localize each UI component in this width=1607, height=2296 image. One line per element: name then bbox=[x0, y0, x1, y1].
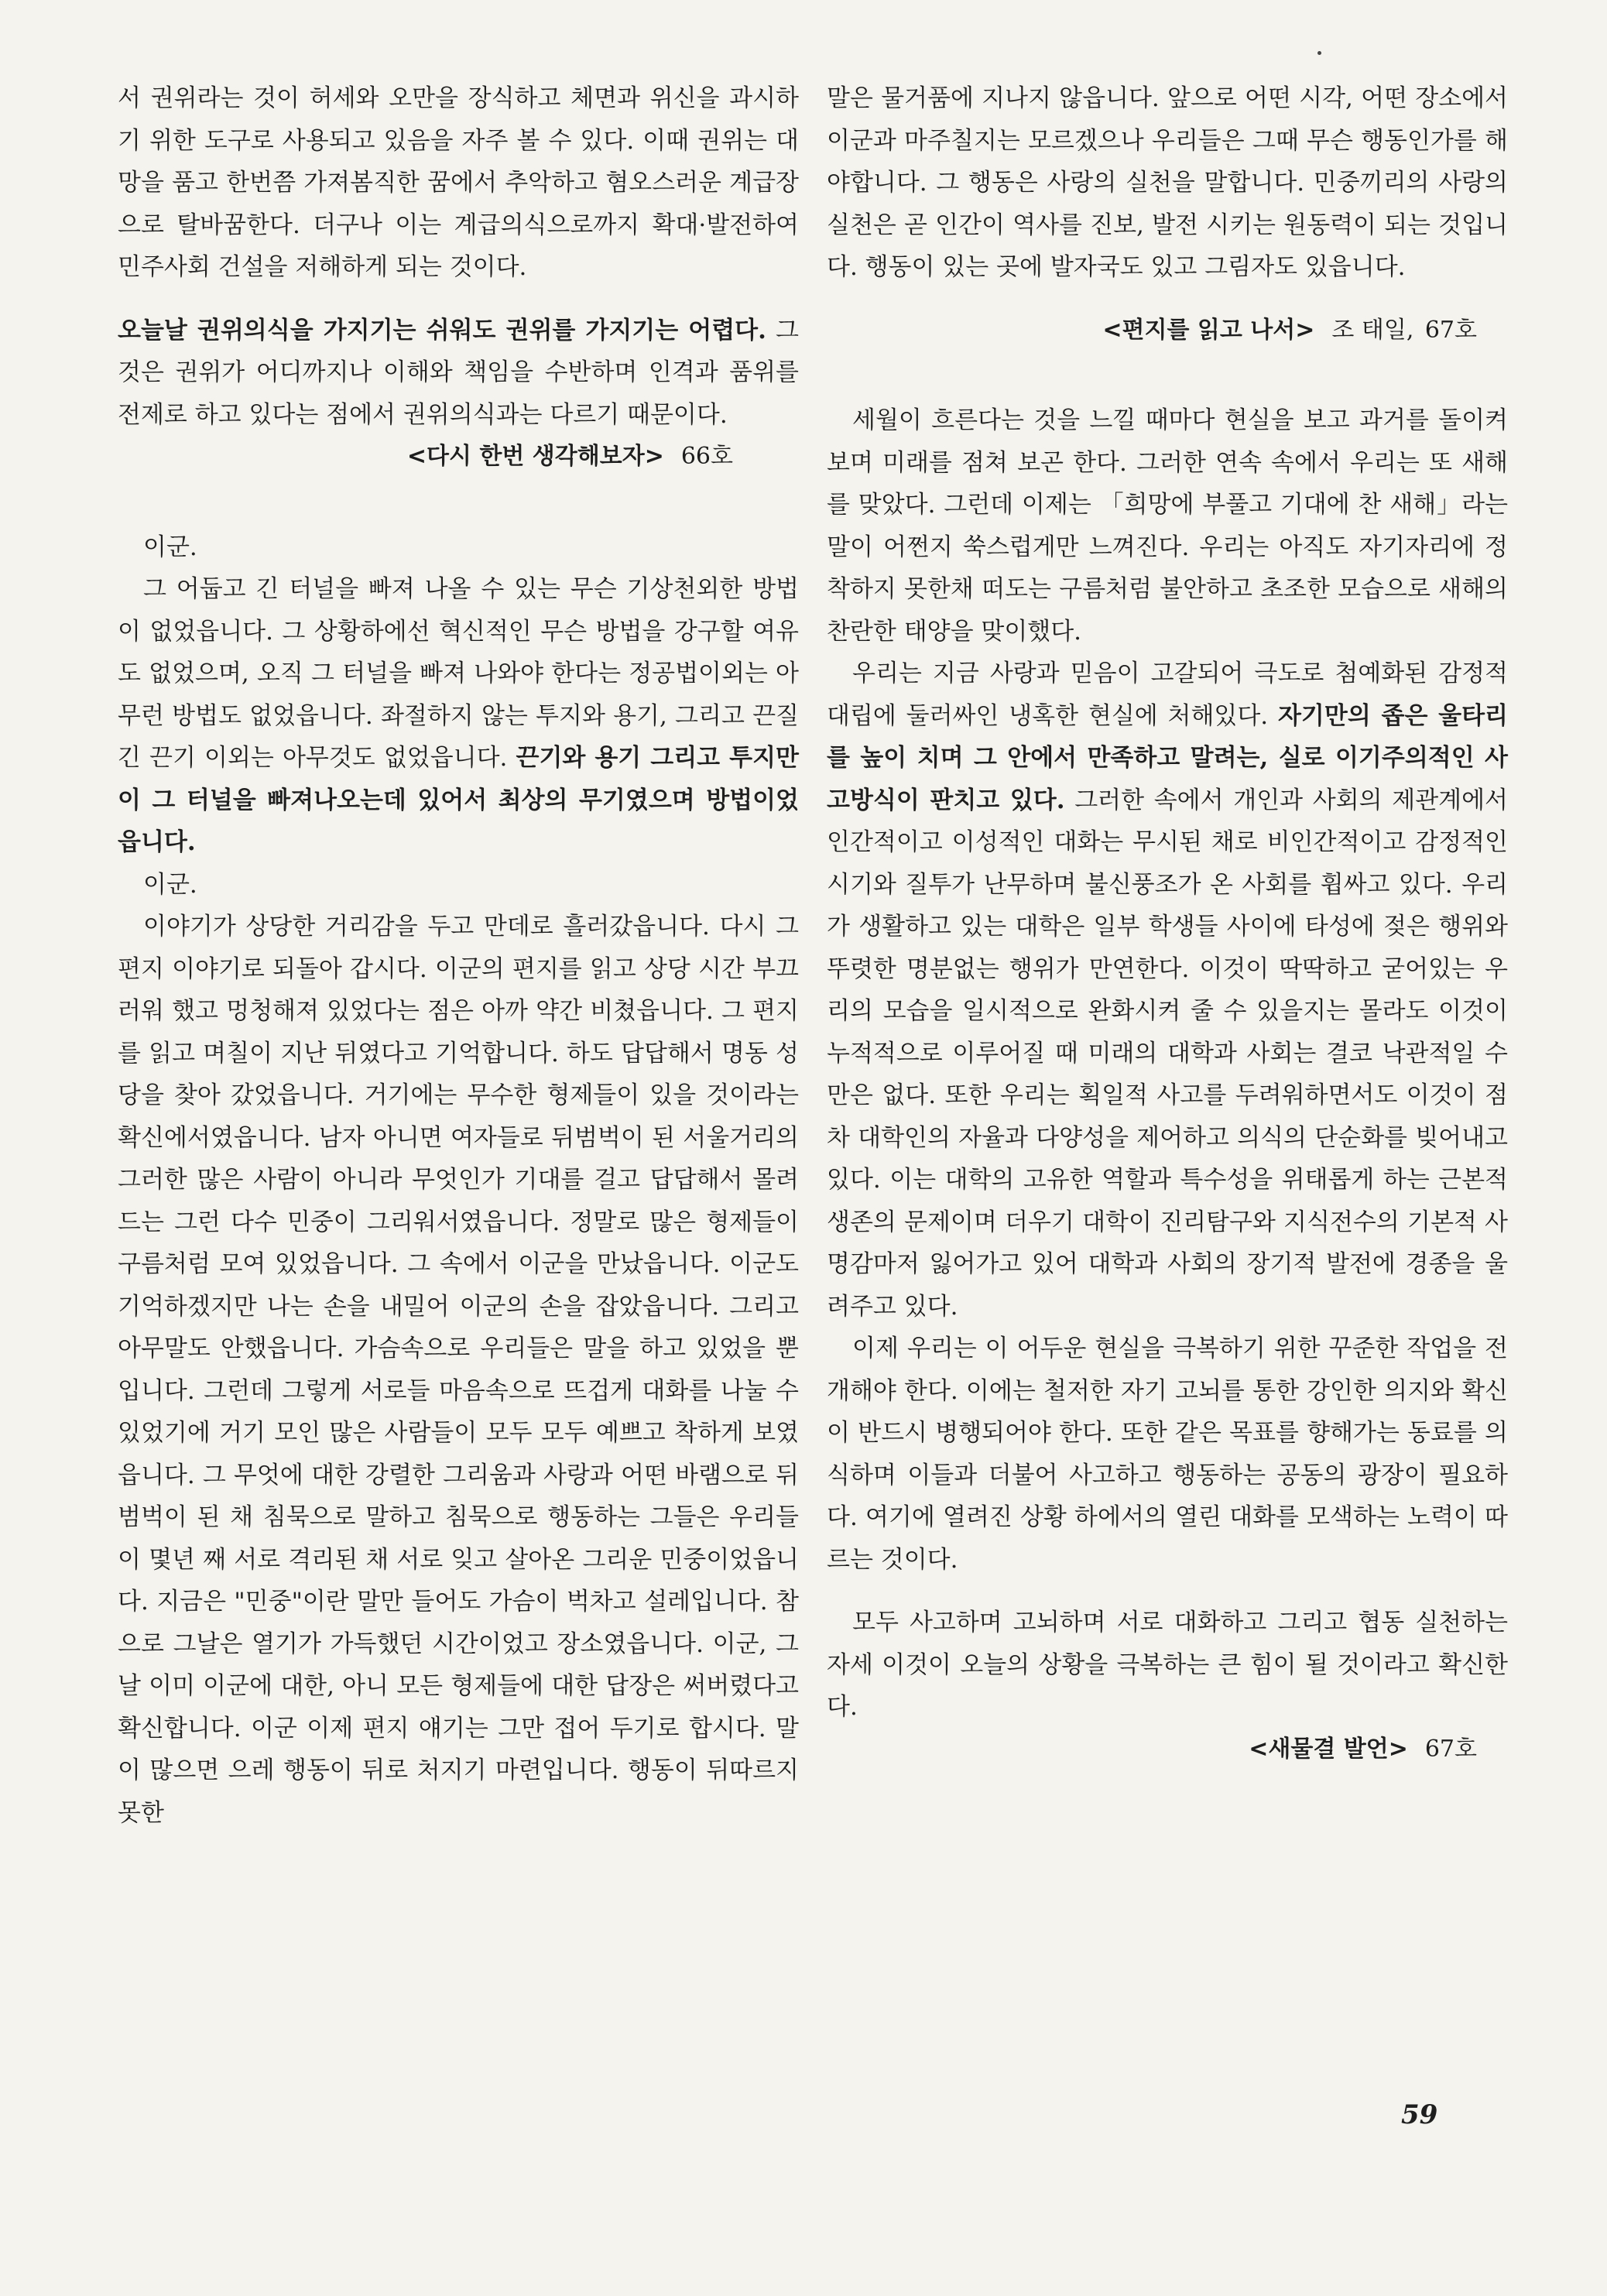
print-speck bbox=[1317, 51, 1321, 55]
paragraph: 이제 우리는 이 어두운 현실을 극복하기 위한 꾸준한 작업을 전개해야 한다. 이에는 철저한 자기 고뇌를 통한 강인한 의지와 확신이 반드시 병행되어야 한다. 또한 같은 목표를 향해가는 동료를 의식하며 이들과 더불어 사고하고 행동하는 공동의 광장이 필요하다. 여기에 열려진 상황 하에서의 열린 대화를 모색하는 노력이 따르는 것이다. bbox=[827, 1335, 1508, 1574]
text: 우리는 지금 사랑과 믿음이 고갈되어 극도로 첨예화된 감정적 대립에 둘러싸인 냉혹한 현실에 처해있다. bbox=[827, 660, 1508, 730]
bold-text: 자기만의 좁은 울타리를 높이 치며 그 안에서 만족하고 말려는, 실로 이기주의적인 사고방식이 판치고 있다. bbox=[827, 701, 1508, 814]
paragraph: 이야기가 상당한 거리감을 두고 만데로 흘러갔읍니다. 다시 그 편지 이야기로 되돌아 갑시다. 이군의 편지를 읽고 상당 시간 부끄러워 했고 멍청해져 있었다는 점은 아까 약간 비쳤읍니다. 그 편지를 읽고 며칠이 지난 뒤였다고 기억합니다. 하도 답답해서 명동 성당을 찾아 갔었읍니다. 거기에는 무수한 형제들이 있을 것이라는 확신에서였읍니다. 남자 아니면 여자들로 뒤범벅이 된 서울거리의 그러한 많은 사람이 아니라 무엇인가 기대를 걸고 답답해서 몰려드는 그런 다수 민중이 그리워서였읍니다. 정말로 많은 형제들이 구름처럼 모여 있었읍니다. 그 속에서 이군을 만났읍니다. 이군도 기억하겠지만 나는 손을 내밀어 이군의 손을 잡았읍니다. 그리고 아무말도 안했읍니다. 가슴속으로 우리들은 말을 하고 있었을 뿐입니다. 그런데 그렇게 서로들 마음속으로 뜨겁게 대화를 나눌 수 있었기에 거기 모인 많은 사람들이 모두 모두 예쁘고 착하게 보였읍니다. 그 무엇에 대한 강렬한 그리움과 사랑과 어떤 바램으로 뒤범벅이 된 채 침묵으로 말하고 침묵으로 행동하는 그들은 우리들이 몇년 째 서로 격리된 채 서로 잊고 살아온 그리운 민중이었읍니다. 지금은 "민중"이란 말만 들어도 가슴이 벅차고 설레입니다. 참으로 그날은 열기가 가득했던 시간이었고 장소였읍니다. 이군, 그날 이미 이군에 대한, 아니 모든 형제들에 대한 답장은 써버렸다고 확신합니다. 이군 이제 편지 얘기는 그만 접어 두기로 합시다. 말이 많으면 으레 행동이 뒤로 처지기 마련입니다. 행동이 뒤따르지 못한 bbox=[118, 913, 799, 1827]
source-title: <다시 한번 생각해보자> bbox=[406, 443, 664, 470]
paragraph bbox=[827, 653, 1508, 1328]
source-citation bbox=[118, 436, 799, 478]
bold-text: 오늘날 권위의식을 가지기는 쉬워도 권위를 가지기는 어렵다. bbox=[118, 316, 766, 344]
paragraph bbox=[118, 310, 799, 437]
salutation: 이군. bbox=[143, 533, 197, 561]
issue-number: 66호 bbox=[680, 443, 733, 470]
source-title: <새물결 발언> bbox=[1249, 1735, 1408, 1763]
author: 조 태일, bbox=[1331, 316, 1414, 344]
paragraph: 말은 물거품에 지나지 않읍니다. 앞으로 어떤 시각, 어떤 장소에서 이군과 마주칠지는 모르겠으나 우리들은 그때 무슨 행동인가를 해야합니다. 그 행동은 사랑의 실천을 말합니다. 민중끼리의 사랑의 실천은 곧 인간이 역사를 진보, 발전 시키는 원동력이 되는 것입니다. 행동이 있는 곳에 발자국도 있고 그림자도 있읍니다. bbox=[827, 84, 1508, 281]
source-citation bbox=[827, 310, 1508, 352]
source-citation bbox=[827, 1729, 1508, 1771]
paragraph bbox=[118, 568, 799, 864]
issue-number: 67호 bbox=[1424, 1735, 1477, 1763]
paragraph: 서 권위라는 것이 허세와 오만을 장식하고 체면과 위신을 과시하기 위한 도구로 사용되고 있음을 자주 볼 수 있다. 이때 권위는 대망을 품고 한번쯤 가져봄직한 꿈에서 추악하고 혐오스러운 계급장으로 탈바꿈한다. 더구나 이는 계급의식으로까지 확대·발전하여 민주사회 건설을 저해하게 되는 것이다. bbox=[118, 84, 799, 281]
page-number: 59 bbox=[1401, 2099, 1438, 2130]
text: 그 어둡고 긴 터널을 빠져 나올 수 있는 무슨 기상천외한 방법이 없었읍니다. 그 상황하에선 혁신적인 무슨 방법을 강구할 여유도 없었으며, 오직 그 터널을 빠져 나와야 한다는 정공법이외는 아무런 방법도 없었읍니다. 좌절하지 않는 투지와 용기, 그리고 끈질긴 끈기 이외는 아무것도 없었읍니다. bbox=[118, 575, 799, 772]
right-column bbox=[827, 77, 1508, 1770]
bold-text: 끈기와 용기 그리고 투지만이 그 터널을 빠져나오는데 있어서 최상의 무기였으며 방법이었읍니다. bbox=[118, 744, 799, 856]
paragraph: 모두 사고하며 고뇌하며 서로 대화하고 그리고 협동 실천하는 자세 이것이 오늘의 상황을 극복하는 큰 힘이 될 것이라고 확신한다. bbox=[827, 1609, 1508, 1721]
text: 그것은 권위가 어디까지나 이해와 책임을 수반하며 인격과 품위를 전제로 하고 있다는 점에서 권위의식과는 다르기 때문이다. bbox=[118, 316, 799, 429]
paragraph: 세월이 흐른다는 것을 느낄 때마다 현실을 보고 과거를 돌이켜 보며 미래를 점쳐 보곤 한다. 그러한 연속 속에서 우리는 또 새해를 맞았다. 그런데 이제는 「희망에 부풀고 기대에 찬 새해」라는 말이 어쩐지 쑥스럽게만 느껴진다. 우리는 아직도 자기자리에 정착하지 못한채 떠도는 구름처럼 불안하고 초조한 모습으로 새해의 찬란한 태양을 맞이했다. bbox=[827, 406, 1508, 646]
text: 그러한 속에서 개인과 사회의 제관계에서 인간적이고 이성적인 대화는 무시된 채로 비인간적이고 감정적인 시기와 질투가 난무하며 불신풍조가 온 사회를 휩싸고 있다. 우리가 생활하고 있는 대학은 일부 학생들 사이에 타성에 젖은 행위와 뚜렷한 명분없는 행위가 만연한다. 이것이 딱딱하고 굳어있는 우리의 모습을 일시적으로 완화시켜 줄 수 있을지는 몰라도 이것이 누적적으로 이루어질 때 미래의 대학과 사회는 결코 낙관적일 수만은 없다. 또한 우리는 획일적 사고를 두려워하면서도 이것이 점차 대학인의 자율과 다양성을 제어하고 의식의 단순화를 빚어내고 있다. 이는 대학의 고유한 역할과 특수성을 위태롭게 하는 근본적 생존의 문제이며 더우기 대학이 진리탐구와 지식전수의 기본적 사명감마저 잃어가고 있어 대학과 사회의 장기적 발전에 경종을 울려주고 있다. bbox=[827, 786, 1509, 1321]
left-column bbox=[118, 77, 799, 1834]
salutation: 이군. bbox=[143, 870, 197, 899]
source-title: <편지를 읽고 나서> bbox=[1102, 316, 1315, 344]
issue-number: 67호 bbox=[1424, 316, 1477, 344]
